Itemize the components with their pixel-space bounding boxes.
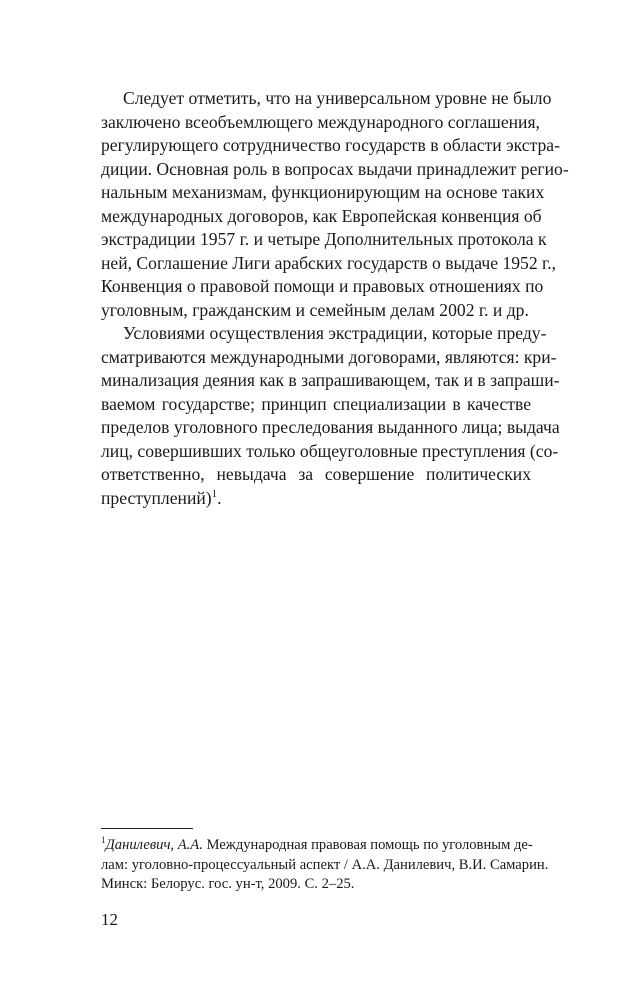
main-text: [101, 87, 569, 510]
text-line: диции. Основная роль в вопросах выдачи принадлежит регио-: [101, 158, 569, 179]
text-line: Следует отметить, что на универсальном уровне не было: [123, 88, 552, 108]
text-line: сматриваются международными договорами, являются: кри-: [101, 346, 557, 367]
footnote-marker: 1: [101, 835, 106, 845]
text-line-final: [101, 487, 531, 511]
footnote: [101, 835, 549, 895]
text-line: международных договоров, как Европейская конвенция об: [101, 205, 542, 226]
footnote-author: Данилевич, А.А.: [105, 837, 203, 853]
text-line: ответственно, невыдача за совершение политических: [101, 464, 531, 484]
footnote-title: Международная правовая помощь по уголовным де-: [202, 837, 533, 853]
text-line: лиц, совершивших только общеуголовные преступления (со-: [101, 440, 559, 461]
text-line-content: преступлений): [101, 487, 212, 508]
footnote-line: [101, 836, 531, 856]
text-line: пределов уголовного преследования выданного лица; выдача: [101, 417, 560, 437]
text-line: минализация деяния как в запрашивающем, так и в запраши-: [101, 370, 560, 390]
paragraph-1: [101, 87, 569, 322]
text-line: экстрадиции 1957 г. и четыре Дополнительных протокола к: [101, 229, 547, 249]
text-line: Конвенция о правовой помощи и правовых отношениях по: [101, 276, 544, 296]
text-line: заключено всеобъемлющего международного соглашения,: [101, 111, 540, 132]
text-line: Условиями осуществления экстрадиции, которые преду-: [123, 323, 547, 343]
text-line: ваемом государстве; принцип специализации в качестве: [101, 393, 531, 414]
footnote-line: Минск: Белорус. гос. ун-т, 2009. С. 2–25.: [101, 876, 355, 892]
footnote-reference[interactable]: 1: [211, 487, 218, 500]
text-line: нальным механизмам, функционирующим на основе таких: [101, 182, 545, 202]
footnote-line: лам: уголовно-процессуальный аспект / А.А. Данилевич, В.И. Самарин.: [101, 856, 549, 873]
text-line: регулирующего сотрудничество государств в области экстра-: [101, 135, 560, 155]
footnote-separator: [101, 828, 193, 829]
page-number: 12: [101, 910, 118, 929]
text-line: уголовным, гражданским и семейным делам 2002 г. и др.: [101, 299, 529, 320]
sentence-end: .: [217, 487, 222, 508]
paragraph-2: [101, 322, 560, 510]
text-line: ней, Соглашение Лиги арабских государств о выдаче 1952 г.,: [101, 252, 557, 273]
